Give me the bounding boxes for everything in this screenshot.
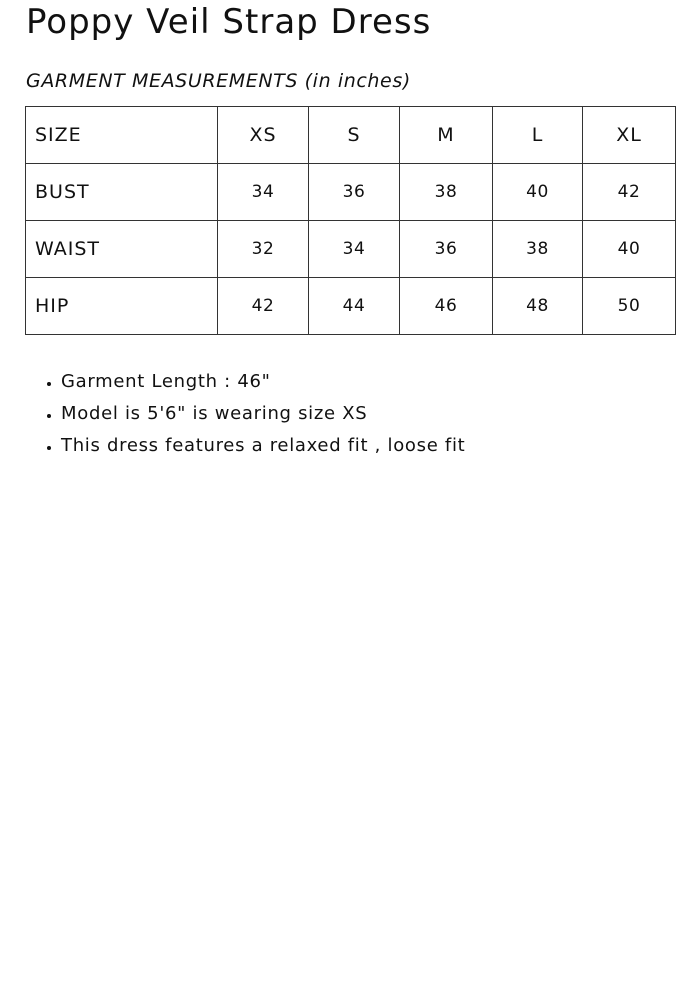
table-cell: 32 [218,221,309,278]
measurements-heading [26,68,411,94]
table-cell: 46 [400,278,493,335]
header-size-l: L [493,107,583,164]
product-notes-list [26,366,465,462]
measurements-unit-note: (in inches) [304,70,411,92]
table-row-waist [26,221,676,278]
table-cell: 38 [493,221,583,278]
row-label-hip: HIP [26,278,218,335]
table-row-bust [26,164,676,221]
table-row-hip [26,278,676,335]
table-cell: 40 [493,164,583,221]
header-size-xl: XL [583,107,676,164]
table-cell: 50 [583,278,676,335]
row-label-waist: WAIST [26,221,218,278]
table-cell: 36 [400,221,493,278]
table-cell: 36 [309,164,400,221]
size-chart-table [25,106,676,335]
product-title: Poppy Veil Strap Dress [26,2,432,42]
header-size-m: M [400,107,493,164]
note-fit: • This dress features a relaxed fit , loose fit [61,430,465,462]
table-cell: 40 [583,221,676,278]
table-cell: 44 [309,278,400,335]
table-header-row [26,107,676,164]
table-cell: 34 [218,164,309,221]
table-cell: 38 [400,164,493,221]
row-label-bust: BUST [26,164,218,221]
header-size-xs: XS [218,107,309,164]
header-size-s: S [309,107,400,164]
table-cell: 42 [583,164,676,221]
measurements-heading-text: GARMENT MEASUREMENTS [26,70,299,92]
note-garment-length: • Garment Length : 46" [61,366,465,398]
header-size-label: SIZE [26,107,218,164]
note-model-size: • Model is 5'6" is wearing size XS [61,398,465,430]
table-cell: 34 [309,221,400,278]
table-cell: 48 [493,278,583,335]
table-cell: 42 [218,278,309,335]
